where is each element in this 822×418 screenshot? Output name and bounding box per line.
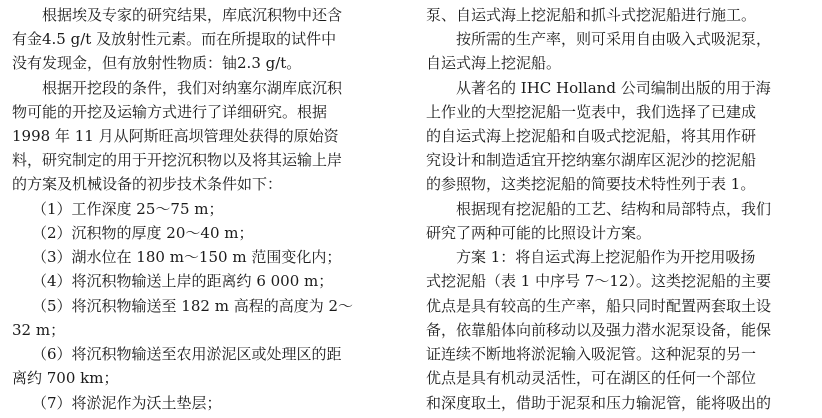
paragraph-line: 自运式海上挖泥船。	[426, 54, 562, 72]
list-item-continuation: 离约 700 km；	[12, 369, 119, 387]
paragraph-line: 备，依靠船体向前移动以及强力潜水泥泵设备，能保	[426, 321, 772, 339]
paragraph-line: 证连续不断地将淤泥输入吸泥管。这种泥泵的另一	[426, 345, 757, 363]
list-item: （5）将沉积物输送至 182 m 高程的高度为 2～	[32, 297, 354, 315]
paragraph-line: 方案 1：将自运式海上挖泥船作为开挖用吸扬	[456, 248, 756, 266]
paragraph-line: 优点是具有较高的生产率，船只同时配置两套取土设	[426, 297, 772, 315]
paragraph-line: 上作业的大型挖泥船一览表中，我们选择了已建成	[426, 103, 757, 121]
paragraph-line: 没有发现金，但有放射性物质：铀2.3 g/t。	[12, 54, 302, 72]
list-item: （6）将沉积物输送至农用淤泥区或处理区的距	[32, 345, 342, 363]
paragraph-line: 泵、自运式海上挖泥船和抓斗式挖泥船进行施工。	[426, 6, 757, 24]
paragraph-line: 根据开挖段的条件，我们对纳塞尔湖库底沉积	[42, 79, 343, 97]
paragraph-line: 有金4.5 g/t 及放射性元素。而在所提取的试件中	[12, 30, 337, 48]
list-item: （4）将沉积物输送上岸的距离约 6 000 m；	[32, 272, 334, 290]
paragraph-line: 的参照物，这类挖泥船的简要技术特性列于表 1。	[426, 175, 756, 193]
paragraph-line: 按所需的生产率，则可采用自由吸入式吸泥泵，	[456, 30, 772, 48]
paragraph-line: 从著名的 IHC Holland 公司编制出版的用于海	[456, 79, 771, 97]
list-item: （3）湖水位在 180 m～150 m 范围变化内；	[32, 248, 342, 266]
list-item: （7）将淤泥作为沃土垫层；	[32, 394, 222, 412]
paragraph-line: 的自运式海上挖泥船和自吸式挖泥船，将其用作研	[426, 127, 757, 145]
list-item: （2）沉积物的厚度 20～40 m；	[32, 224, 254, 242]
paragraph-line: 料，研究制定的用于开挖沉积物以及将其运输上岸	[12, 151, 343, 169]
list-item-continuation: 32 m；	[12, 321, 66, 339]
paragraph-line: 根据埃及专家的研究结果，库底沉积物中还含	[42, 6, 343, 24]
paragraph-line: 究设计和制造适宜开挖纳塞尔湖库区泥沙的挖泥船	[426, 151, 757, 169]
paragraph-line: 式挖泥船（表 1 中序号 7～12）。这类挖泥船的主要	[426, 272, 771, 290]
paragraph-line: 优点是具有机动灵活性，可在湖区的任何一个部位	[426, 369, 757, 387]
paragraph-line: 的方案及机械设备的初步技术条件如下：	[12, 175, 283, 193]
paragraph-line: 物可能的开挖及运输方式进行了详细研究。根据	[12, 103, 328, 121]
paragraph-line: 和深度取土，借助于泥泵和压力输泥管，能将吸出的	[426, 394, 772, 412]
paragraph-line: 研究了两种可能的比照设计方案。	[426, 224, 652, 242]
paragraph-line: 1998 年 11 月从阿斯旺高坝管理处获得的原始资	[12, 127, 339, 145]
list-item: （1）工作深度 25～75 m；	[32, 200, 224, 218]
paragraph-line: 根据现有挖泥船的工艺、结构和局部特点，我们	[456, 200, 772, 218]
